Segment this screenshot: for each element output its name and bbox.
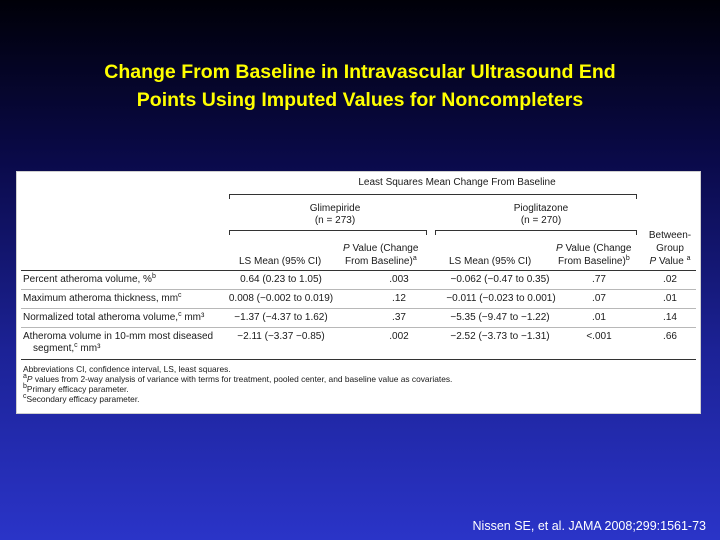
cell-piog-p: <.001 bbox=[586, 331, 612, 342]
cell-piog-p: .07 bbox=[592, 293, 606, 304]
slide-title bbox=[20, 58, 700, 114]
cell-glim-mean: −1.37 (−4.37 to 1.62) bbox=[234, 312, 328, 323]
row-divider bbox=[21, 327, 696, 328]
footnote-c: $^c$Secondary efficacy parameter. bbox=[23, 393, 140, 404]
cell-piog-mean: −5.35 (−9.47 to −1.22) bbox=[450, 312, 550, 323]
col-piog-ls-mean: LS Mean (95% CI) bbox=[449, 256, 532, 267]
row-label-percent-atheroma: Percent atheroma volume, %$^b$ bbox=[23, 273, 156, 285]
cell-glim-p: .002 bbox=[389, 331, 409, 342]
group-glimepiride-n: (n = 273) bbox=[314, 215, 356, 226]
row-divider bbox=[21, 308, 696, 309]
col-between-line3: P Value $^a$ bbox=[649, 255, 691, 267]
footnote-b: $^b$Primary efficacy parameter. bbox=[23, 383, 129, 394]
cell-piog-mean: −2.52 (−3.73 to −1.31) bbox=[450, 331, 550, 342]
cell-glim-mean: −2.11 (−3.37 −0.85) bbox=[237, 331, 325, 342]
cell-between-p: .14 bbox=[663, 312, 677, 323]
col-glim-pvalue-line2: From Baseline)$^a$ bbox=[345, 255, 417, 267]
cell-glim-p: .12 bbox=[392, 293, 406, 304]
row-label-atheroma-10mm-line2: segment,$^c$ mm³ bbox=[33, 342, 101, 354]
group-pioglitazone-name: Pioglitazone bbox=[513, 203, 569, 214]
results-table bbox=[16, 171, 701, 414]
spanner-bracket bbox=[229, 194, 637, 199]
col-between-line2: Group bbox=[656, 243, 684, 254]
col-glim-pvalue-line1: P Value (Change bbox=[343, 243, 419, 254]
col-glim-ls-mean: LS Mean (95% CI) bbox=[239, 256, 322, 267]
cell-between-p: .66 bbox=[663, 331, 677, 342]
table-bottom-rule bbox=[21, 359, 696, 360]
cell-piog-p: .77 bbox=[592, 274, 606, 285]
row-label-atheroma-10mm: Atheroma volume in 10-mm most diseased bbox=[23, 331, 214, 342]
col-piog-pvalue-line2: From Baseline)$^b$ bbox=[558, 255, 630, 267]
col-piog-pvalue-line1: P Value (Change bbox=[556, 243, 632, 254]
pioglitazone-bracket bbox=[435, 230, 637, 235]
cell-between-p: .02 bbox=[663, 274, 677, 285]
header-rule bbox=[21, 270, 696, 271]
title-line-1: Change From Baseline in Intravascular Ultrasound End bbox=[104, 61, 616, 83]
cell-glim-mean: 0.64 (0.23 to 1.05) bbox=[240, 274, 322, 285]
col-between-line1: Between- bbox=[648, 230, 692, 241]
row-label-max-thickness: Maximum atheroma thickness, $mm^c$ bbox=[23, 292, 182, 304]
cell-between-p: .01 bbox=[663, 293, 677, 304]
citation: Nissen SE, et al. JAMA 2008;299:1561-73 bbox=[472, 519, 706, 533]
cell-piog-p: .01 bbox=[592, 312, 606, 323]
cell-glim-p: .37 bbox=[392, 312, 406, 323]
spanner-header: Least Squares Mean Change From Baseline bbox=[358, 177, 556, 188]
cell-piog-mean: −0.062 (−0.47 to 0.35) bbox=[450, 274, 550, 285]
title-line-2: Points Using Imputed Values for Noncompleters bbox=[136, 89, 584, 111]
glimepiride-bracket bbox=[229, 230, 427, 235]
footnote-abbreviations: Abbreviations CI, confidence interval, LS, least squares. bbox=[23, 364, 231, 374]
footnote-a: $^a$P values from 2-way analysis of variance with terms for treatment, pooled center, and baseline value as covariates. bbox=[23, 373, 453, 384]
group-pioglitazone-n: (n = 270) bbox=[520, 215, 562, 226]
row-label-normalized-volume: Normalized total atheroma volume,$^c$ mm³ bbox=[23, 311, 205, 323]
cell-glim-p: .003 bbox=[389, 274, 409, 285]
group-glimepiride-name: Glimepiride bbox=[309, 203, 361, 214]
row-divider bbox=[21, 289, 696, 290]
cell-glim-mean: 0.008 (−0.002 to 0.019) bbox=[228, 293, 334, 304]
cell-piog-mean: −0.011 (−0.023 to 0.001) bbox=[446, 293, 556, 304]
